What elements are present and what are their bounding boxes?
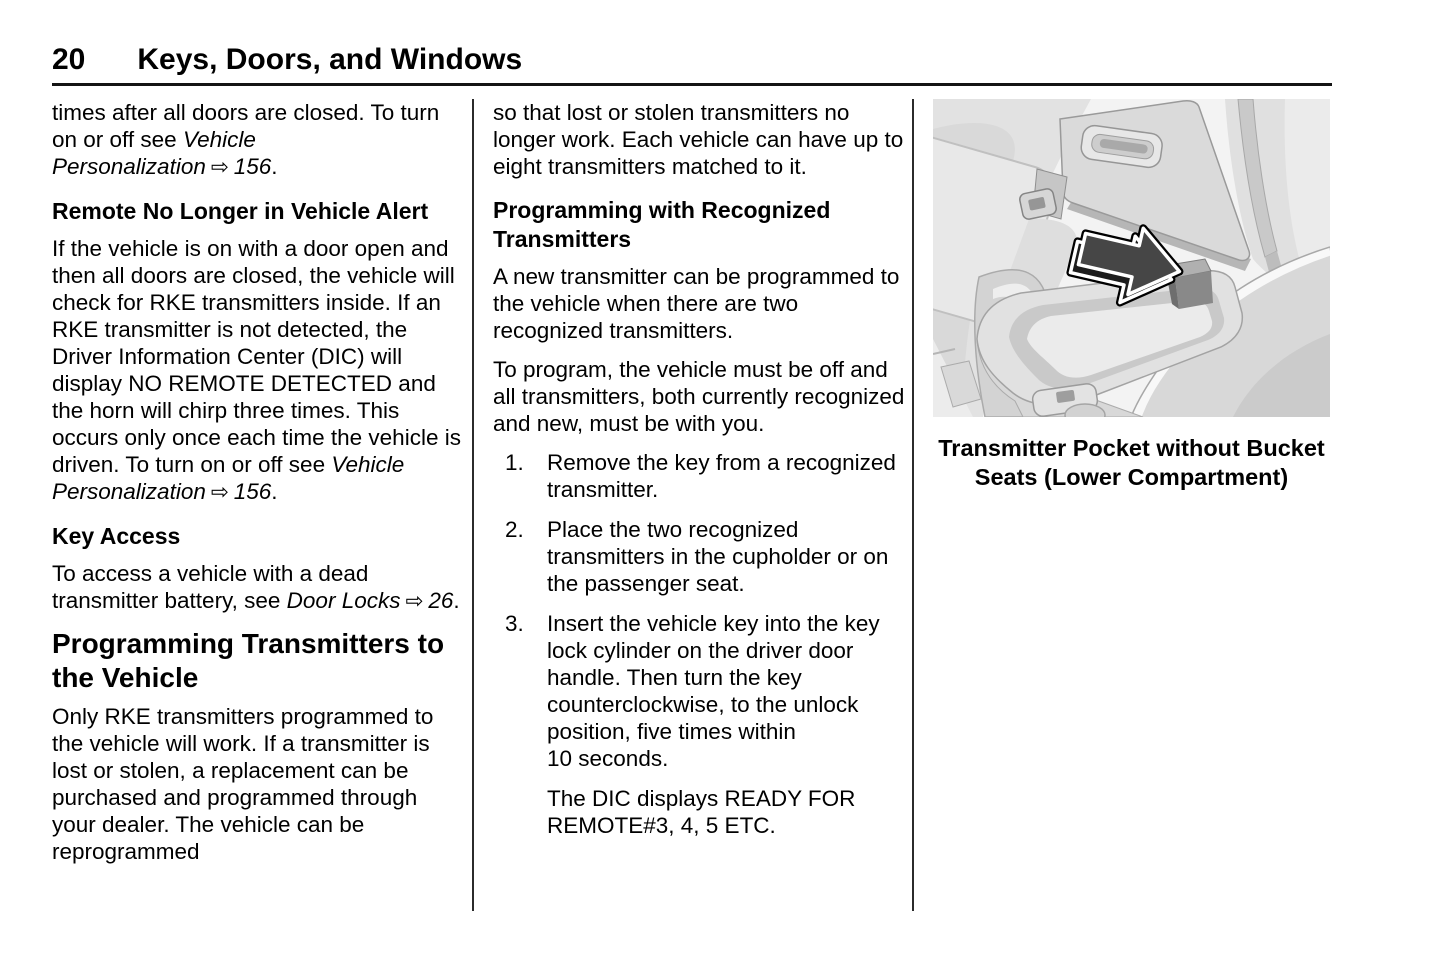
cross-reference-page: 26 [428,588,454,613]
step-item [493,449,905,503]
heading-remote-no-longer-in-vehicle-alert: Remote No Longer in Vehicle Alert [52,198,429,224]
page-number: 20 [52,43,86,76]
heading-programming-transmitters: Programming Transmitters to the Vehicle [52,628,445,693]
illustration-caption [933,434,1330,492]
paragraph-to-program: To program, the vehicle must be off and all transmitters, both currently recognized and new, must be with you. [493,357,905,436]
step-item [493,610,905,772]
paragraph-dic-display: The DIC displays READY FOR REMOTE#3, 4, 5 ETC. [547,786,856,838]
heading-programming-with-recognized: Programming with Recognized Transmitters [493,197,831,252]
content-columns [52,99,1332,911]
caption-line-1: Transmitter Pocket without Bucket [938,435,1325,461]
column-divider [472,99,474,911]
paragraph-text: . [271,154,278,179]
paragraph-new-transmitter: A new transmitter can be programmed to the vehicle when there are two recognized transmitters. [493,264,900,343]
step-text: Remove the key from a recognized transmitter. [547,450,896,502]
page-reference-arrow-icon: ⇨ [210,480,229,504]
transmitter-pocket-illustration [933,99,1330,417]
step-item [493,516,905,597]
cross-reference-page: 156 [233,154,272,179]
step-number: 3. [505,611,524,636]
paragraph-text: . [271,479,278,504]
paragraph-remote-alert [52,235,462,506]
column-2 [493,99,905,911]
page-header [52,44,1332,86]
numbered-steps [493,449,905,772]
step-text: Insert the vehicle key into the key lock cylinder on the driver door handle. Then turn the key counterclockwise, to the unlock position, five times within 10 seconds. [547,611,880,771]
paragraph-text: To access a vehicle with a dead transmitter battery, see [52,561,369,613]
heading-key-access: Key Access [52,523,181,549]
page-reference-arrow-icon: ⇨ [210,155,229,179]
paragraph-continuation: so that lost or stolen transmitters no longer work. Each vehicle can have up to eight transmitters matched to it. [493,100,904,179]
paragraph-programming: Only RKE transmitters programmed to the vehicle will work. If a transmitter is lost or stolen, a replacement can be purchased and programmed through your dealer. The vehicle can be reprogrammed [52,704,434,864]
column-divider [912,99,914,911]
paragraph-text: times after all doors are closed. To turn on or off see [52,100,440,152]
step-text: Place the two recognized transmitters in the cupholder or on the passenger seat. [547,517,889,596]
paragraph-text: . [453,588,460,613]
caption-line-2: Seats (Lower Compartment) [974,464,1289,490]
chapter-title: Keys, Doors, and Windows [137,43,523,76]
cross-reference-title: Door Locks [286,588,401,613]
cross-reference-page: 156 [233,479,272,504]
step-number: 1. [505,450,524,475]
paragraph-text: If the vehicle is on with a door open and then all doors are closed, the vehicle will check for RKE transmitters inside. If an RKE transmitter is not detected, the Driver Information Center (DIC) will display NO REMOTE DETECTED and the horn will chirp three times. This occurs only once each time the vehicle is driven. To turn on or off see [52,236,461,477]
page-reference-arrow-icon: ⇨ [405,589,424,613]
column-3 [933,99,1330,911]
illustration-figure [933,99,1330,492]
cross-reference-title: Vehicle Personalization [52,452,405,504]
step-number: 2. [505,517,524,542]
paragraph-key-access [52,560,462,615]
column-1 [52,99,462,911]
paragraph-intro [52,99,462,181]
cross-reference-title: Vehicle Personalization [52,127,256,179]
